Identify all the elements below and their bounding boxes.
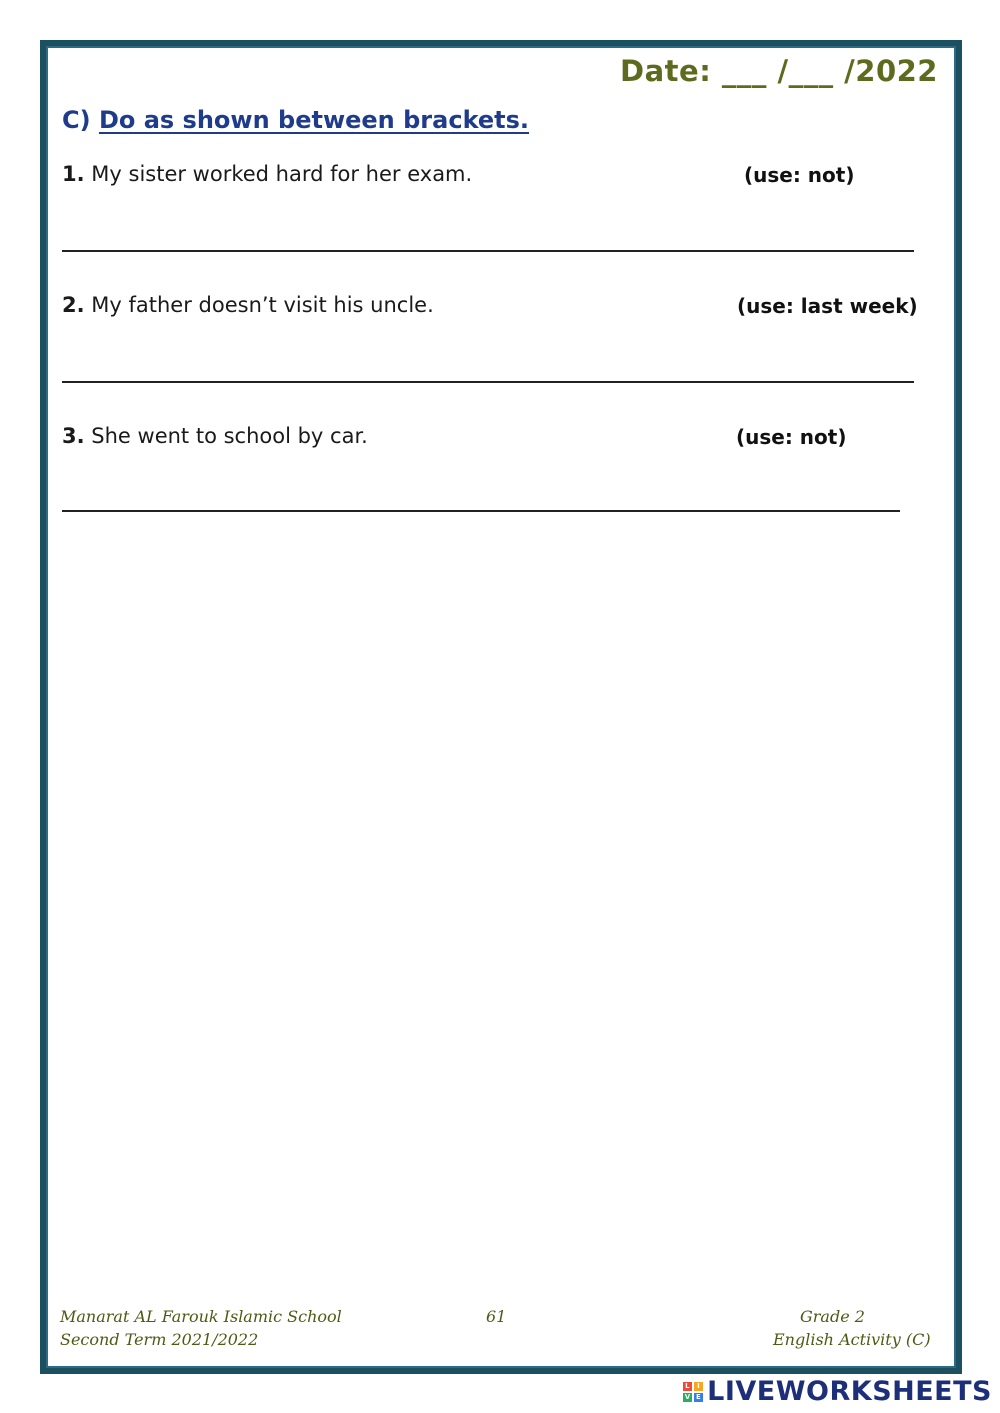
footer-grade: Grade 2 [800, 1307, 865, 1326]
answer-line-1[interactable] [62, 250, 914, 252]
question-1 [62, 162, 472, 186]
brand-name: LIVEWORKSHEETS [707, 1376, 992, 1407]
liveworksheets-brand[interactable] [683, 1376, 992, 1407]
logo-tile: L [683, 1382, 692, 1391]
footer-page-number: 61 [486, 1307, 507, 1326]
footer-school: Manarat AL Farouk Islamic School [60, 1307, 342, 1326]
date-field: Date: ___ /___ /2022 [620, 54, 938, 88]
question-3 [62, 424, 368, 448]
answer-line-2[interactable] [62, 381, 914, 383]
section-title [62, 106, 529, 134]
liveworksheets-logo-icon [683, 1382, 703, 1402]
question-2-hint: (use: last week) [737, 294, 918, 318]
question-1-hint: (use: not) [744, 163, 855, 187]
question-3-hint: (use: not) [736, 425, 847, 449]
question-text: My sister worked hard for her exam. [91, 162, 473, 186]
question-2 [62, 293, 434, 317]
question-number: 1. [62, 162, 85, 186]
section-label: C) [62, 106, 91, 134]
worksheet-frame [40, 40, 962, 1374]
answer-line-3[interactable] [62, 510, 900, 512]
question-text: My father doesn’t visit his uncle. [91, 293, 434, 317]
question-text: She went to school by car. [91, 424, 368, 448]
question-number: 2. [62, 293, 85, 317]
logo-tile: E [696, 1392, 702, 1401]
footer-subject: English Activity (C) [773, 1330, 931, 1349]
logo-tile: V [684, 1392, 691, 1401]
section-instruction: Do as shown between brackets. [98, 106, 530, 134]
logo-tile: I [694, 1382, 703, 1391]
footer-term: Second Term 2021/2022 [60, 1330, 259, 1349]
question-number: 3. [62, 424, 85, 448]
